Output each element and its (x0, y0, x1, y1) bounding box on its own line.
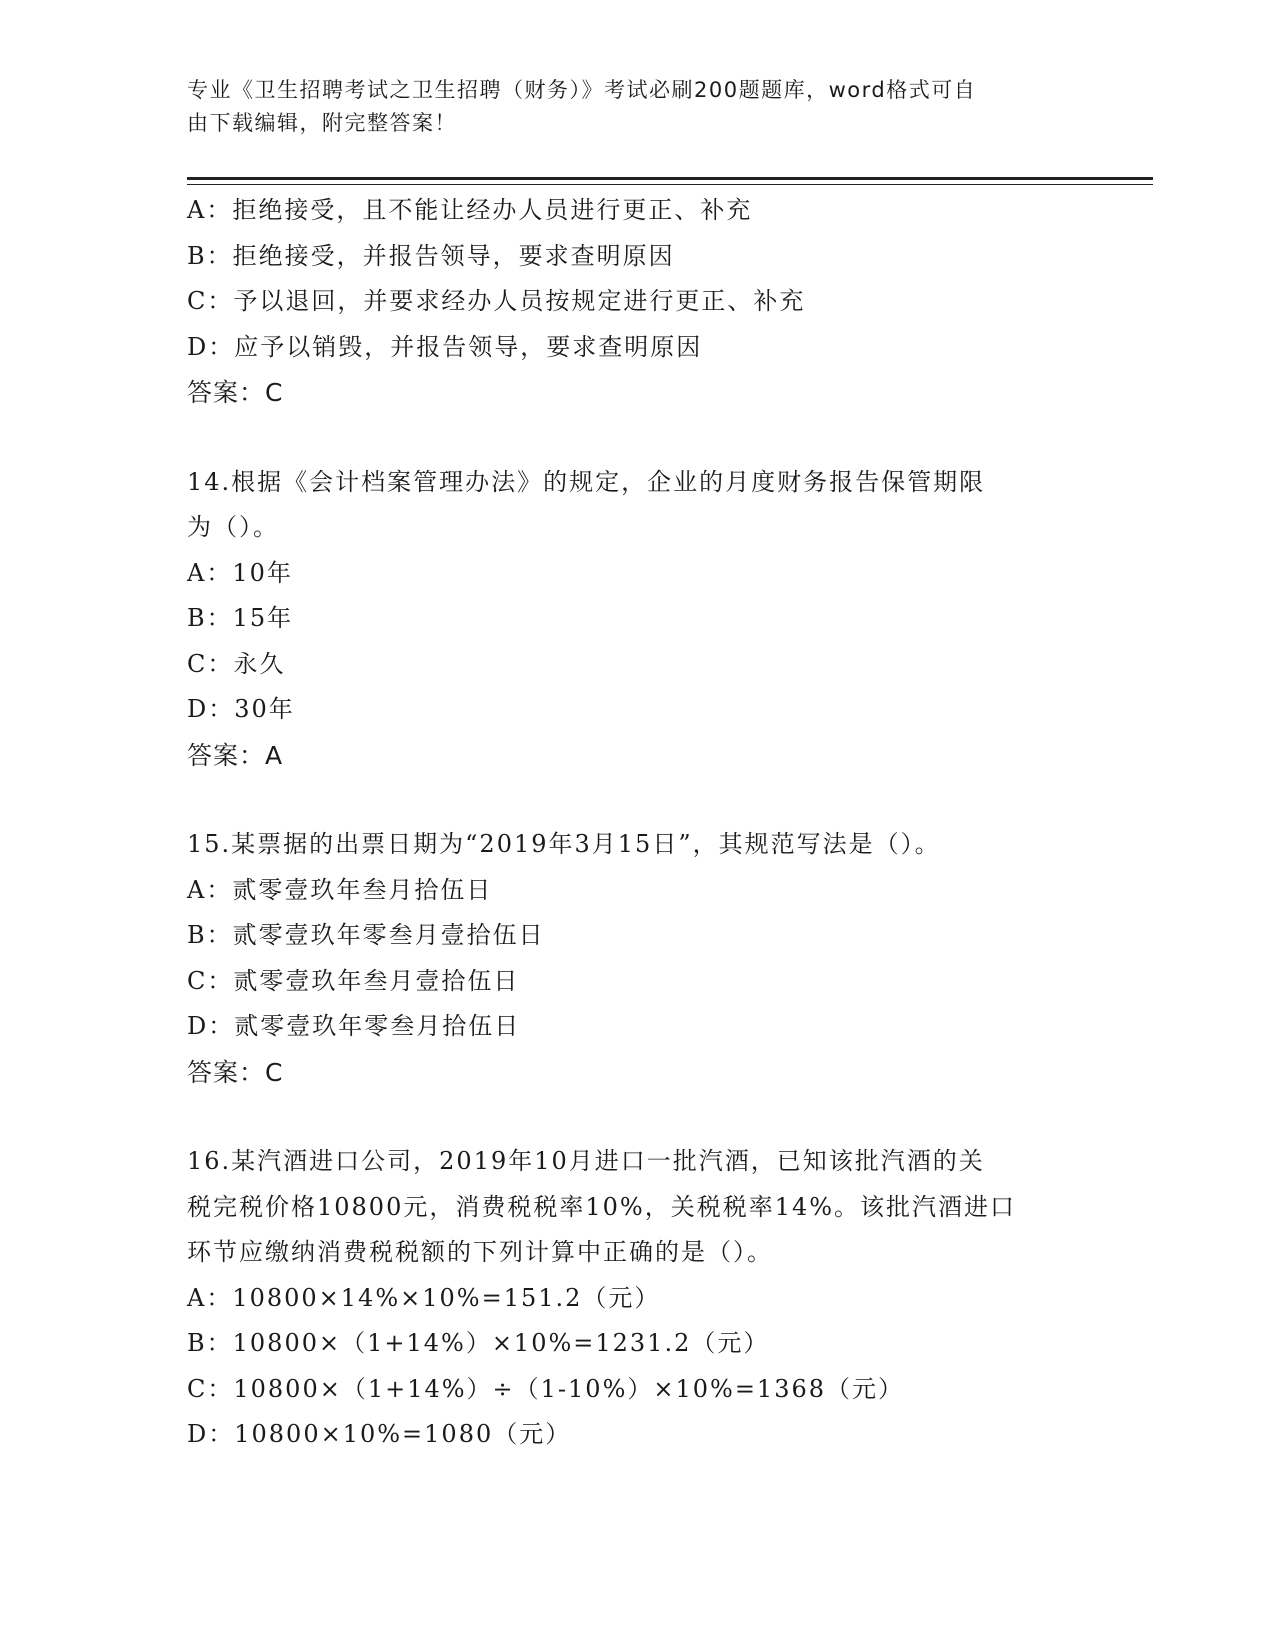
question-14-block (187, 460, 1087, 779)
question-16-block (187, 1139, 1087, 1458)
q16-option-c: C：10800×（1+14%）÷（1-10%）×10%=1368（元） (187, 1374, 905, 1403)
spacer (187, 416, 1087, 460)
header-line-2: 由下载编辑，附完整答案！ (187, 111, 457, 135)
q16-option-b: B：10800×（1+14%）×10%=1231.2（元） (187, 1329, 770, 1357)
q13-option-a: A：拒绝接受，且不能让经办人员进行更正、补充 (187, 196, 753, 224)
q14-option-c: C：永久 (187, 649, 286, 678)
document-header (187, 74, 1067, 140)
question-13-block (187, 188, 1087, 416)
spacer (187, 778, 1087, 822)
q13-option-c: C：予以退回，并要求经办人员按规定进行更正、补充 (187, 287, 806, 315)
q14-stem-line-1: 14.根据《会计档案管理办法》的规定，企业的月度财务报告保管期限 (187, 467, 986, 496)
q16-option-d: D：10800×10%=1080（元） (187, 1420, 572, 1448)
q14-option-d: D：30年 (187, 695, 295, 723)
q15-option-c: C：贰零壹玖年叁月壹拾伍日 (187, 966, 520, 995)
q16-stem-line-1: 16.某汽酒进口公司，2019年10月进口一批汽酒，已知该批汽酒的关 (187, 1147, 985, 1175)
q16-stem-line-3: 环节应缴纳消费税税额的下列计算中正确的是（）。 (187, 1238, 773, 1266)
q14-answer: 答案：A (187, 740, 284, 770)
q13-option-b: B：拒绝接受，并报告领导，要求查明原因 (187, 241, 675, 270)
question-list (187, 188, 1087, 1458)
q15-answer: 答案：C (187, 1057, 284, 1087)
header-rule-thin (187, 184, 1153, 185)
q15-option-d: D：贰零壹玖年零叁月拾伍日 (187, 1012, 521, 1040)
spacer (187, 1095, 1087, 1139)
header-line-1: 专业《卫生招聘考试之卫生招聘（财务）》考试必刷200题题库，word格式可自 (187, 78, 977, 102)
q14-stem-line-2: 为（）。 (187, 513, 279, 541)
header-rule-thick (187, 177, 1153, 180)
q14-option-a: A：10年 (187, 558, 293, 587)
q16-option-a: A：10800×14%×10%=151.2（元） (187, 1283, 661, 1312)
q14-option-b: B：15年 (187, 604, 294, 632)
q13-answer: 答案：C (187, 378, 284, 407)
q15-option-b: B：贰零壹玖年零叁月壹拾伍日 (187, 921, 545, 949)
q16-stem-line-2: 税完税价格10800元，消费税税率10%，关税税率14%。该批汽酒进口 (187, 1192, 1017, 1221)
question-15-block (187, 822, 1087, 1095)
q15-option-a: A：贰零壹玖年叁月拾伍日 (187, 875, 493, 904)
q15-stem-line-1: 15.某票据的出票日期为“2019年3月15日”，其规范写法是（）。 (187, 830, 941, 858)
q13-option-d: D：应予以销毁，并报告领导，要求查明原因 (187, 332, 703, 361)
